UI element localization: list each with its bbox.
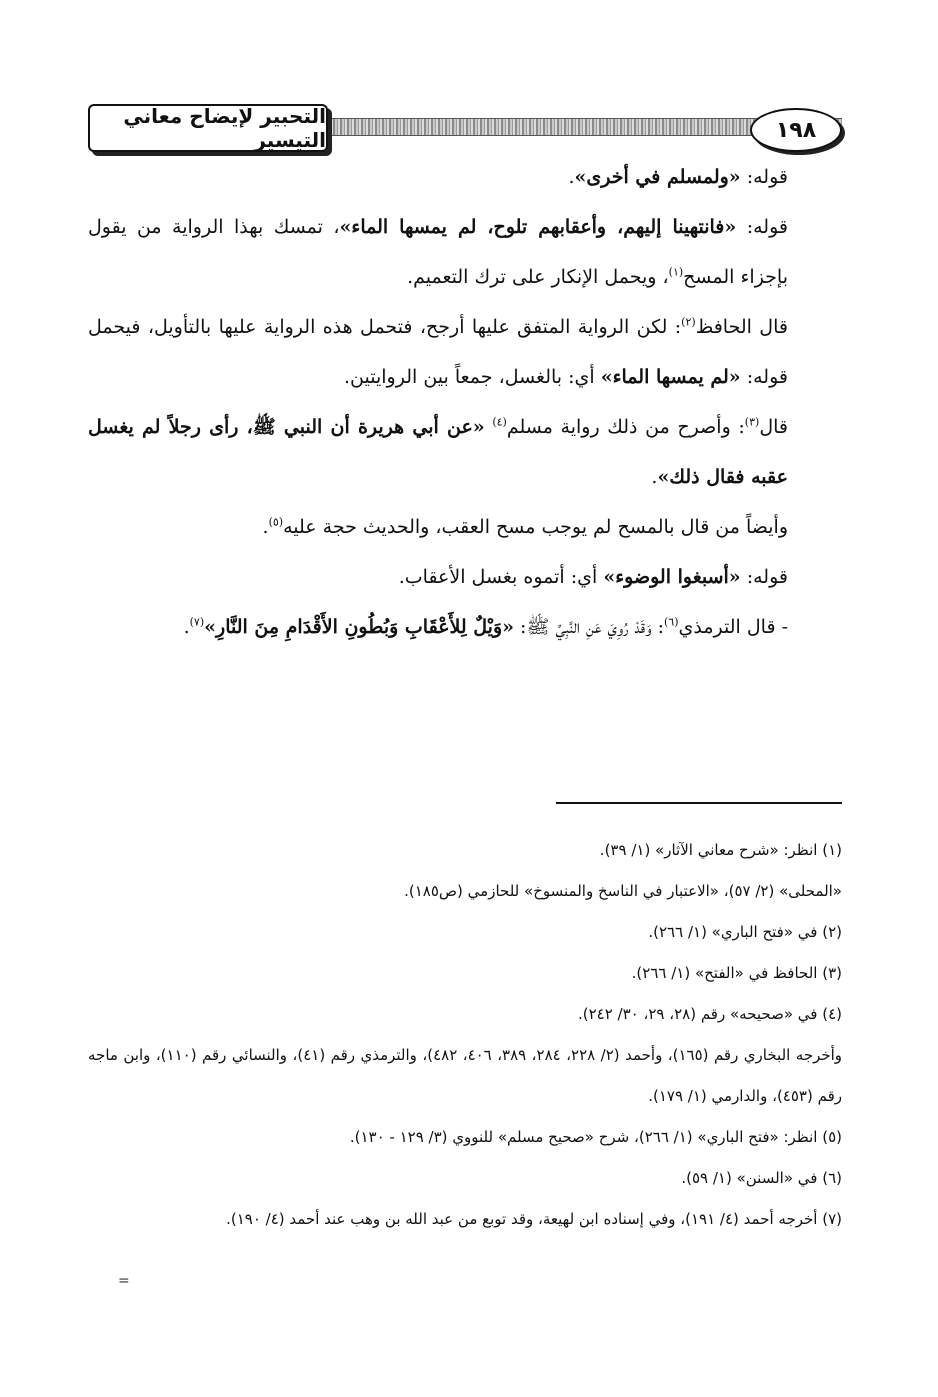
paragraph-5: [88, 502, 842, 552]
footnote-ref: (٦): [664, 615, 679, 629]
footnote-1: (١) انظر: «شرح معاني الآثار» (١/ ٣٩).: [599, 841, 842, 859]
text: : وَقَدْ رُوِيَ عَنِ النَّبِيِّ ﷺ:: [514, 616, 664, 638]
footnote-ref: (٣): [744, 415, 760, 429]
footnote-ref: (٧): [189, 615, 205, 629]
end-mark: =: [118, 1273, 130, 1289]
text: .: [651, 466, 658, 488]
quote-bold: «لم يمسها الماء»: [600, 366, 741, 388]
quote-bold: «أسبغوا الوضوء»: [603, 566, 741, 588]
quote-bold: «فانتهينا إليهم، وأعقابهم تلوح، لم يمسها الماء»: [339, 216, 737, 238]
footnote-1-continued: «المحلى» (٢/ ٥٧)، «الاعتبار في الناسخ والمنسوخ» للحازمي (ص١٨٥).: [404, 882, 842, 900]
quote-bold: «عن أبي هريرة أن النبي ﷺ، رأى رجلاً لم يغسل عقبه فقال ذلك»: [88, 416, 788, 488]
text: أي: بالغسل، جمعاً بين الروايتين.: [344, 366, 601, 388]
text: ، تمسك بهذا الرواية من يقول بإجزاء المسح: [88, 216, 788, 288]
text: قال: [759, 416, 788, 438]
footnotes: [88, 830, 842, 1240]
text: قوله:: [736, 216, 788, 238]
main-text: [88, 152, 842, 652]
text: قوله:: [740, 166, 788, 188]
text: .: [262, 516, 269, 538]
text: : وأصرح من ذلك رواية مسلم: [506, 416, 745, 438]
text: : لكن الرواية المتفق عليها أرجح، فتحمل هذه الرواية عليها بالتأويل، فيحمل قوله:: [88, 316, 788, 388]
paragraph-3: [88, 302, 842, 402]
footnote-ref: (١): [668, 265, 684, 279]
text: أي: أتموه بغسل الأعقاب.: [398, 566, 604, 588]
footnote-4-continued: وأخرجه البخاري رقم (١٦٥)، وأحمد (٢/ ٢٢٨، ٢٨٤، ٣٨٩، ٤٠٦، ٤٨٢)، والترمذي رقم (٤١)، والنسائي رقم (١١٠)، وابن ماجه رقم (٤٥٣)، والدارمي (١/ ١٧٩).: [88, 1046, 843, 1105]
page-header: [88, 104, 842, 154]
text: قال الحافظ: [695, 316, 788, 338]
footnote-3: (٣) الحافظ في «الفتح» (١/ ٢٦٦).: [631, 964, 842, 982]
footnote-ref: (٥): [268, 515, 284, 529]
text: .: [568, 166, 575, 188]
footnote-ref: (٢): [681, 315, 696, 329]
text: قوله:: [740, 566, 788, 588]
footnote-5: (٥) انظر: «فتح الباري» (١/ ٢٦٦)، شرح «صحيح مسلم» للنووي (٣/ ١٢٩ - ١٣٠).: [349, 1128, 842, 1146]
paragraph-7: [88, 602, 842, 652]
text: - قال الترمذي: [678, 616, 788, 638]
paragraph-1: [88, 152, 842, 202]
paragraph-2: [88, 202, 842, 302]
book-title: التحبير لإيضاح معاني التيسير: [88, 104, 328, 152]
paragraph-6: [88, 552, 842, 602]
footnote-2: (٢) في «فتح الباري» (١/ ٢٦٦).: [648, 923, 842, 941]
footnote-4: (٤) في «صحيحه» رقم (٢٨، ٢٩، ٣٠/ ٢٤٢).: [577, 1005, 842, 1023]
paragraph-4: [88, 402, 842, 502]
footnote-6: (٦) في «السنن» (١/ ٥٩).: [681, 1169, 842, 1187]
footnote-separator: [556, 802, 842, 804]
text: وأيضاً من قال بالمسح لم يوجب مسح العقب، والحديث حجة عليه: [283, 516, 788, 538]
text: .: [183, 616, 190, 638]
quote-bold: «ولمسلم في أخرى»: [574, 166, 741, 188]
footnote-ref: (٤): [492, 415, 507, 429]
text: ، ويحمل الإنكار على ترك التعميم.: [407, 266, 669, 288]
hadith-quote-bold: «وَيْلٌ لِلأَعْقَابِ وَبُطُونِ الأَقْدَامِ مِنَ النَّارِ»: [204, 616, 515, 638]
footnote-7: (٧) أخرجه أحمد (٤/ ١٩١)، وفي إسناده ابن لهيعة، وقد توبع من عبد الله بن وهب عند أحمد (٤/ ١٩٠).: [226, 1210, 842, 1228]
page-number: ١٩٨: [750, 108, 842, 152]
